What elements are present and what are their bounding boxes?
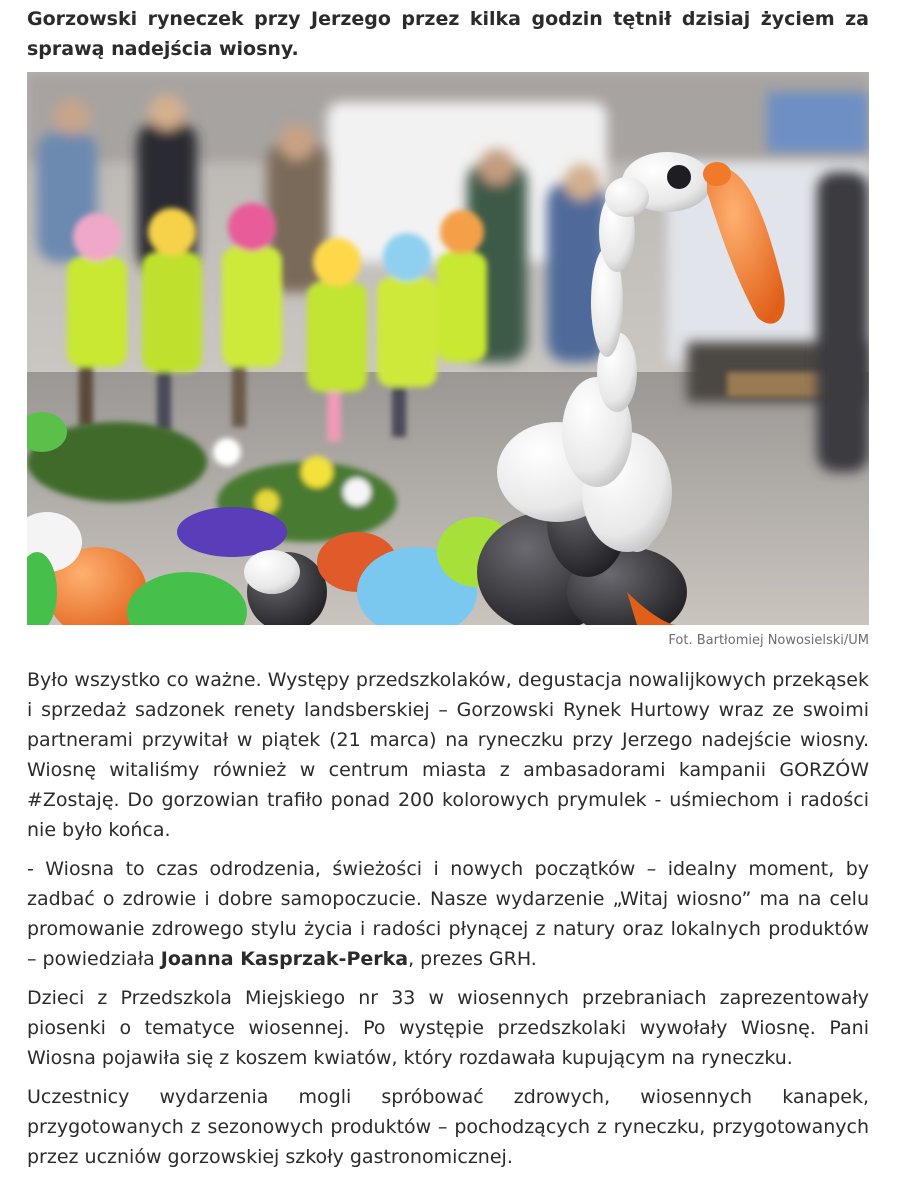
article-paragraph-4: Uczestnicy wydarzenia mogli spróbować zdrowych, wiosennych kanapek, przygotowanych z sezonowych produktów – pochodzących z ryneczku, przygotowanych przez uczniów gorzowskiej szkoły gastronomicznej. <box>27 1086 869 1168</box>
speaker-role: , prezes GRH. <box>408 948 537 970</box>
quote-text: - Wiosna to czas odrodzenia, świeżości i nowych początków – idealny moment, by zadbać o zdrowie i dobre samopoczucie. Nasze wydarzenie „Witaj wiosno” ma na celu promowanie zdrowego stylu życia i radości płynącej z natury oraz lokalnych produktów – powiedziała <box>27 858 869 970</box>
article-paragraph-2 <box>27 854 869 974</box>
article-lead: Gorzowski ryneczek przy Jerzego przez kilka godzin tętnił dzisiaj życiem za sprawą nadejścia wiosny. <box>27 8 869 60</box>
article-photo[interactable] <box>27 72 869 625</box>
article-paragraph-1: Było wszystko co ważne. Występy przedszkolaków, degustacja nowalijkowych przekąsek i sprzedaż sadzonek renety landsberskiej – Gorzowski Rynek Hurtowy wraz ze swoimi partnerami przywitał w piątek (21 marca) na ryneczku przy Jerzego nadejście wiosny. Wiosnę witaliśmy również w centrum miasta z ambasadorami kampanii GORZÓW #Zostaję. Do gorzowian trafiło ponad 200 kolorowych prymulek - uśmiechom i radości nie było końca. <box>27 669 869 841</box>
photo-caption: Fot. Bartłomiej Nowosielski/UM <box>668 633 869 648</box>
article-paragraph-3: Dzieci z Przedszkola Miejskiego nr 33 w wiosennych przebraniach zaprezentowały piosenki o tematyce wiosennej. Po występie przedszkolaki wywołały Wiosnę. Pani Wiosna pojawiła się z koszem kwiatów, który rozdawała kupującym na ryneczku. <box>27 987 869 1069</box>
article <box>27 0 869 1172</box>
balloon-stork-photo <box>27 72 869 625</box>
speaker-name: Joanna Kasprzak-Perka <box>160 948 409 970</box>
